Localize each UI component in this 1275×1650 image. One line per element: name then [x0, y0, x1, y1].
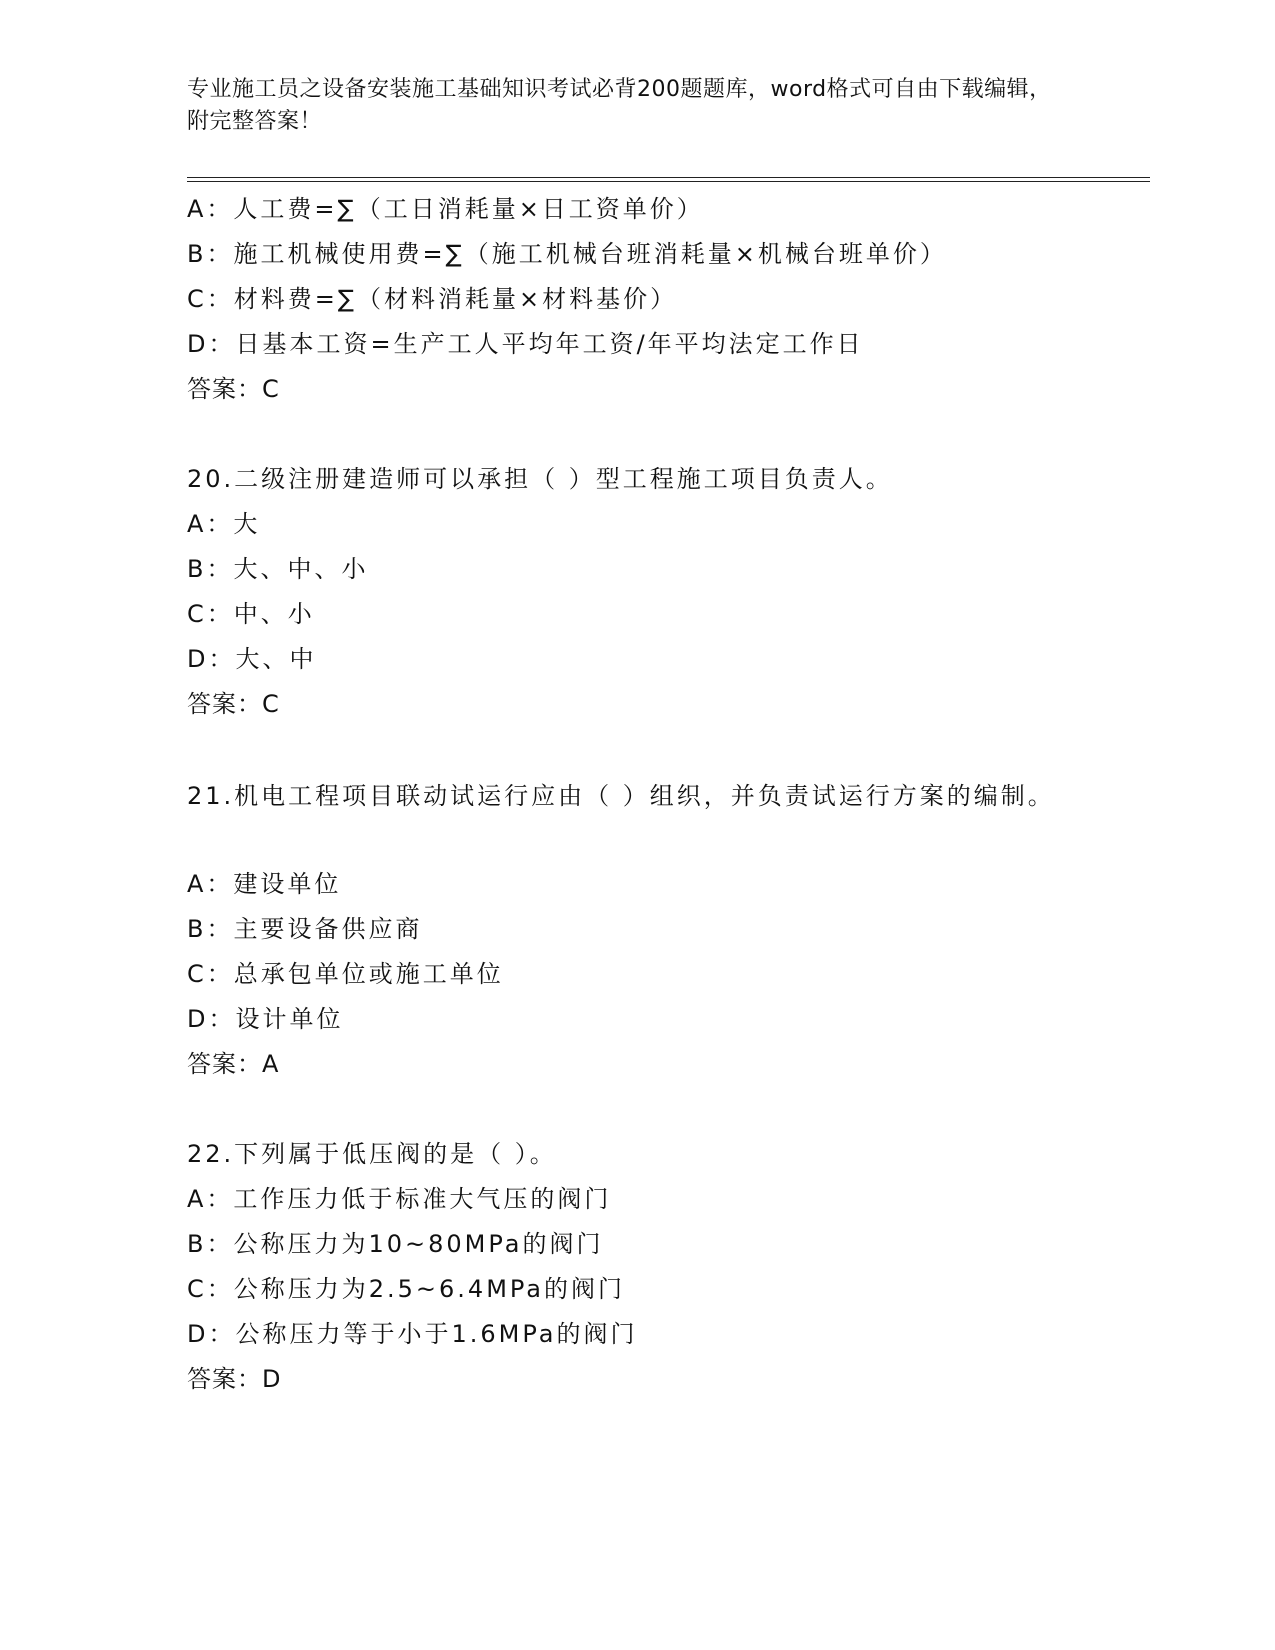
option-d: D：日基本工资=生产工人平均年工资/年平均法定工作日	[187, 330, 864, 358]
document-header: 专业施工员之设备安装施工基础知识考试必背200题题库，word格式可自由下载编辑，附完整答案！	[187, 77, 1052, 134]
answer: 答案：A	[187, 1050, 280, 1078]
option-b: B：主要设备供应商	[187, 915, 423, 943]
option-b: B：公称压力为10~80MPa的阀门	[187, 1230, 604, 1258]
option-c: C：公称压力为2.5~6.4MPa的阀门	[187, 1275, 626, 1303]
answer: 答案：C	[187, 690, 280, 718]
question-text: 22.下列属于低压阀的是（ ）。	[187, 1140, 557, 1168]
option-c: C：中、小	[187, 600, 315, 628]
option-d: D：设计单位	[187, 1005, 344, 1033]
answer: 答案：D	[187, 1365, 282, 1393]
option-a: A：人工费=∑（工日消耗量×日工资单价）	[187, 195, 704, 223]
option-c: C：材料费=∑（材料消耗量×材料基价）	[187, 285, 678, 313]
option-a: A：大	[187, 510, 261, 538]
header-divider-bottom	[187, 181, 1150, 182]
option-a: A：工作压力低于标准大气压的阀门	[187, 1185, 612, 1213]
option-c: C：总承包单位或施工单位	[187, 960, 504, 988]
header-divider-top	[187, 177, 1150, 178]
option-d: D：大、中	[187, 645, 317, 673]
question-text: 21.机电工程项目联动试运行应由（ ）组织，并负责试运行方案的编制。	[187, 782, 1055, 810]
answer: 答案：C	[187, 375, 280, 403]
option-b: B：施工机械使用费=∑（施工机械台班消耗量×机械台班单价）	[187, 240, 947, 268]
option-b: B：大、中、小	[187, 555, 369, 583]
option-d: D：公称压力等于小于1.6MPa的阀门	[187, 1320, 638, 1348]
question-text: 20.二级注册建造师可以承担（ ）型工程施工项目负责人。	[187, 465, 893, 493]
option-a: A：建设单位	[187, 870, 342, 898]
